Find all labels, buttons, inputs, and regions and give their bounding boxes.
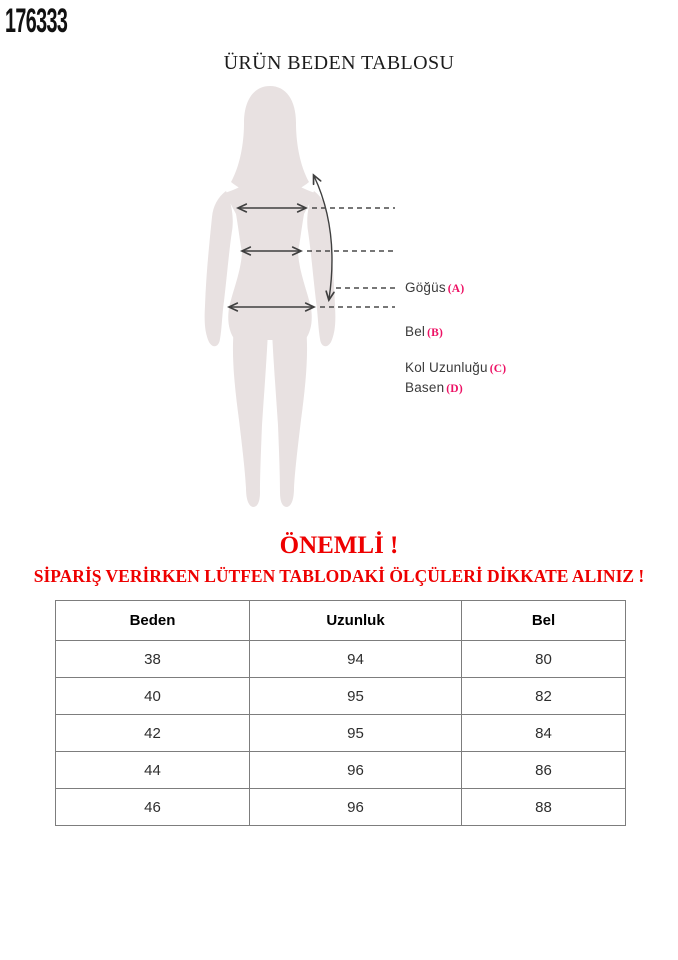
table-header-row bbox=[56, 601, 626, 641]
table-cell: 96 bbox=[250, 752, 462, 789]
table-cell: 46 bbox=[56, 789, 250, 826]
measurement-label-chest bbox=[405, 280, 464, 297]
warning-text: SİPARİŞ VERİRKEN LÜTFEN TABLODAKİ ÖLÇÜLERİ DİKKATE ALINIZ ! bbox=[33, 566, 645, 586]
table-cell: 96 bbox=[250, 789, 462, 826]
table-row bbox=[56, 715, 626, 752]
measurement-name: Basen bbox=[405, 380, 445, 395]
col-header-uzunluk: Uzunluk bbox=[250, 601, 462, 641]
table-cell: 94 bbox=[250, 641, 462, 678]
measurement-letter: (D) bbox=[446, 383, 463, 395]
table-cell: 42 bbox=[56, 715, 250, 752]
measurement-letter: (A) bbox=[447, 283, 465, 295]
col-header-bel: Bel bbox=[462, 601, 626, 641]
table-cell: 95 bbox=[250, 678, 462, 715]
silhouette-shape bbox=[205, 86, 336, 507]
measurement-name: Bel bbox=[405, 324, 426, 339]
measurement-label-arm-length bbox=[405, 360, 506, 377]
table-row bbox=[56, 641, 626, 678]
table-cell: 40 bbox=[56, 678, 250, 715]
body-measurement-diagram bbox=[0, 80, 678, 530]
measurement-letter: (C) bbox=[489, 363, 507, 375]
table-cell: 80 bbox=[462, 641, 626, 678]
measurement-letter: (B) bbox=[427, 327, 444, 339]
table-row bbox=[56, 789, 626, 826]
table-cell: 82 bbox=[462, 678, 626, 715]
product-code: 176333 bbox=[5, 2, 68, 40]
measurement-name: Göğüs bbox=[405, 280, 446, 295]
female-silhouette-illustration bbox=[0, 80, 500, 530]
size-table bbox=[55, 600, 626, 826]
table-row bbox=[56, 678, 626, 715]
important-heading: ÖNEMLİ ! bbox=[279, 532, 399, 559]
table-cell: 86 bbox=[462, 752, 626, 789]
table-cell: 44 bbox=[56, 752, 250, 789]
measurement-name: Kol Uzunluğu bbox=[405, 360, 488, 375]
table-row bbox=[56, 752, 626, 789]
page-title: ÜRÜN BEDEN TABLOSU bbox=[223, 52, 455, 74]
table-cell: 84 bbox=[462, 715, 626, 752]
table-cell: 95 bbox=[250, 715, 462, 752]
measurement-label-waist bbox=[405, 324, 443, 341]
col-header-beden: Beden bbox=[56, 601, 250, 641]
table-cell: 88 bbox=[462, 789, 626, 826]
measurement-label-hip bbox=[405, 380, 463, 397]
table-cell: 38 bbox=[56, 641, 250, 678]
